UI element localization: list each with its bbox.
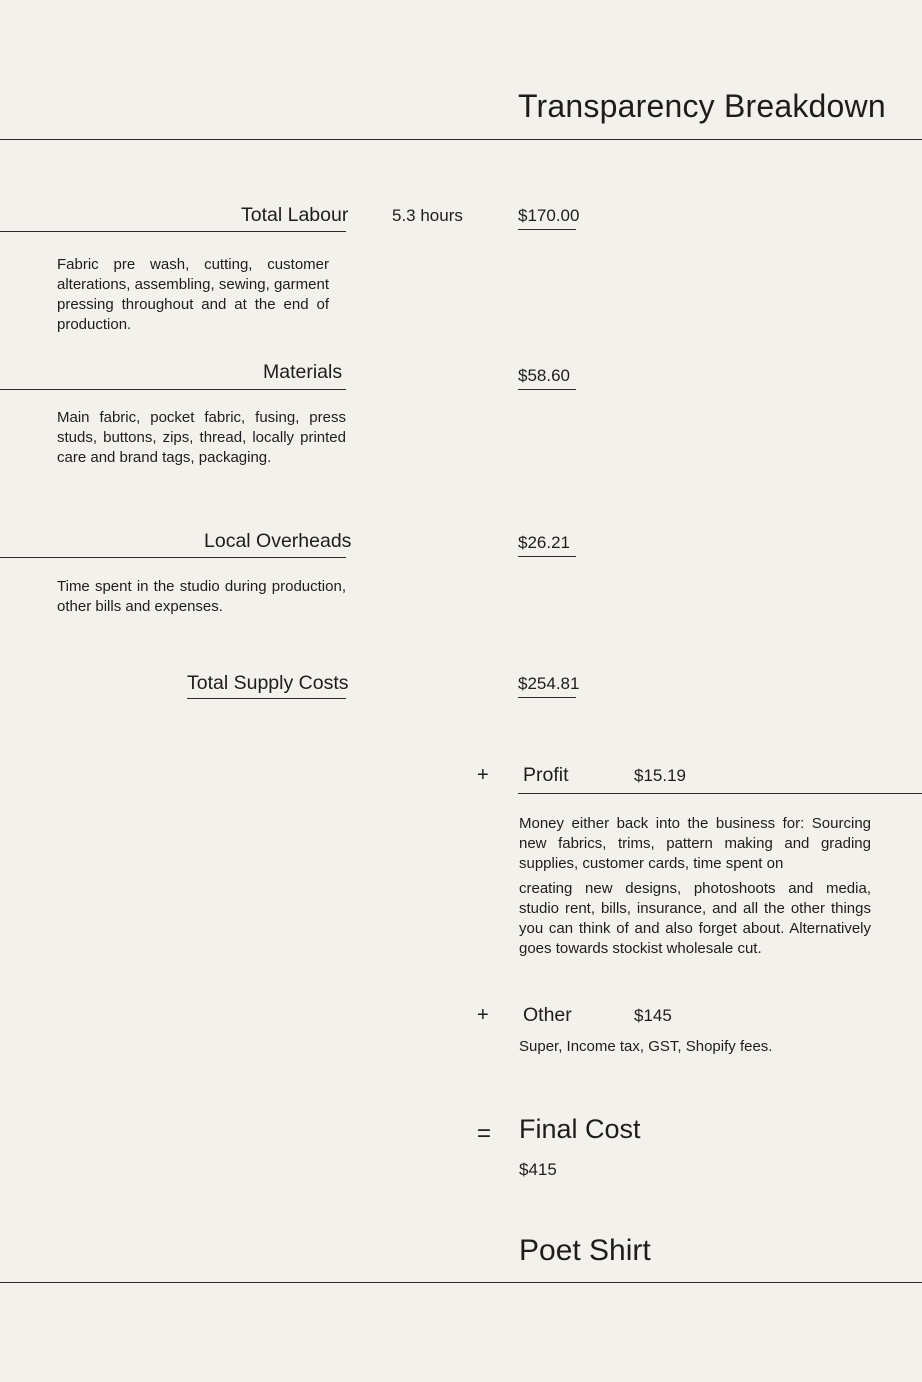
- overheads-label: Local Overheads: [204, 530, 352, 552]
- other-amount: $145: [634, 1006, 672, 1025]
- profit-divider: [518, 793, 922, 794]
- overheads-divider: [0, 557, 346, 558]
- supply-label: Total Supply Costs: [187, 672, 346, 699]
- profit-amount: $15.19: [634, 766, 686, 785]
- other-plus-symbol: +: [477, 1004, 489, 1026]
- final-label: Final Cost: [519, 1114, 641, 1144]
- page-title: Transparency Breakdown: [518, 88, 886, 124]
- overheads-amount: $26.21: [518, 533, 576, 557]
- materials-divider: [0, 389, 346, 390]
- final-equals-symbol: =: [477, 1120, 492, 1147]
- labour-amount: $170.00: [518, 206, 576, 230]
- overheads-description: Time spent in the studio during production, other bills and expenses.: [57, 578, 346, 615]
- other-description: Super, Income tax, GST, Shopify fees.: [519, 1038, 773, 1055]
- labour-label: Total Labour: [241, 204, 349, 226]
- materials-label: Materials: [263, 361, 343, 383]
- header-divider: [0, 139, 922, 140]
- product-name: Poet Shirt: [519, 1234, 651, 1267]
- profit-description-1: Money either back into the business for: Sourcing new fabrics, trims, pattern making and grading supplies, customer cards, time spent on: [519, 815, 871, 872]
- labour-hours: 5.3 hours: [392, 206, 463, 225]
- labour-divider: [0, 231, 346, 232]
- labour-description: Fabric pre wash, cutting, customer alterations, assembling, sewing, garment pressing throughout and at the end of production.: [57, 256, 329, 333]
- profit-plus-symbol: +: [477, 764, 489, 786]
- footer-divider: [0, 1282, 922, 1283]
- materials-description: Main fabric, pocket fabric, fusing, press studs, buttons, zips, thread, locally printed care and brand tags, packaging.: [57, 409, 346, 466]
- profit-label: Profit: [523, 764, 569, 786]
- profit-description-2: creating new designs, photoshoots and media, studio rent, bills, insurance, and all the other things you can think of and also forget about. Alternatively goes towards stockist wholesale cut.: [519, 880, 871, 957]
- supply-amount: $254.81: [518, 674, 576, 698]
- other-label: Other: [523, 1004, 572, 1026]
- final-amount: $415: [519, 1160, 557, 1179]
- materials-amount: $58.60: [518, 366, 576, 390]
